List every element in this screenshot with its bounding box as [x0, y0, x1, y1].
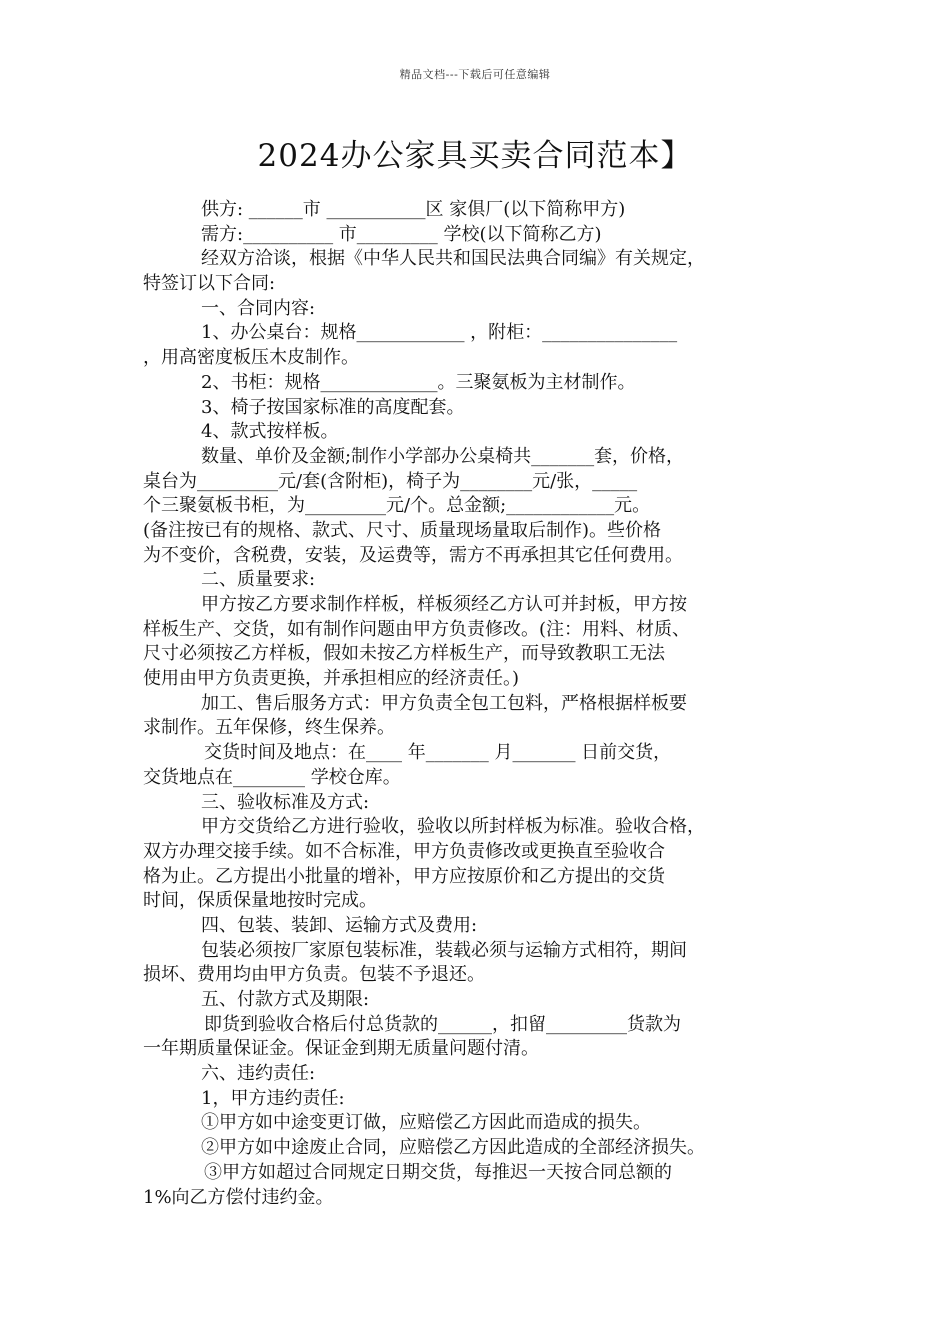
paragraph-line: 甲方按乙方要求制作样板，样板须经乙方认可并封板，甲方按 — [201, 594, 687, 615]
paragraph-line: ①甲方如中途变更订做，应赔偿乙方因此而造成的损失。 — [201, 1112, 651, 1134]
paragraph-line: 为不变价，含税费，安装，及运费等，需方不再承担其它任何费用。 — [143, 544, 683, 566]
supplier-line: 供方: ______市 ___________区 家俱厂(以下简称甲方) — [201, 199, 626, 220]
paragraph-line: 尺寸必须按乙方样板，假如未按乙方样板生产，而导致教职工无法 — [143, 643, 665, 665]
paragraph-line: 个三聚氨板书柜，为_________元/个。总金额;____________元。 — [143, 495, 651, 517]
paragraph-line: 1%向乙方偿付违约金。 — [143, 1186, 334, 1208]
paragraph-line: 甲方交货给乙方进行验收，验收以所封样板为标准。验收合格， — [201, 816, 705, 838]
paragraph-line: 桌台为_________元/套(含附柜)，椅子为________元/张，_____ — [143, 470, 638, 492]
paragraph-line: 1、办公桌台：规格____________ ，附柜：_______________ — [201, 322, 678, 344]
section-heading: 六、违约责任: — [201, 1063, 316, 1085]
paragraph-line: 加工、售后服务方式：甲方负责全包工包料，严格根据样板要 — [201, 692, 687, 714]
paragraph-line: 1，甲方违约责任: — [201, 1087, 345, 1109]
paragraph-line: 3、椅子按国家标准的高度配套。 — [201, 396, 465, 418]
paragraph-line: 双方办理交接手续。如不合标准，甲方负责修改或更换直至验收合 — [143, 840, 665, 862]
paragraph-line: ③甲方如超过合同规定日期交货，每推迟一天按合同总额的 — [204, 1161, 672, 1183]
paragraph-line: 特签订以下合同: — [143, 273, 276, 295]
paragraph-line: 交货地点在________ 学校仓库。 — [143, 766, 401, 788]
contract-body — [143, 198, 813, 1210]
paragraph-line: 样板生产、交货，如有制作问题由甲方负责修改。(注：用料、材质、 — [143, 618, 691, 640]
paragraph-line: 损坏、费用均由甲方负责。包装不予退还。 — [143, 964, 485, 986]
paragraph-line: 2、书柜：规格_____________。三聚氨板为主材制作。 — [201, 371, 636, 393]
paragraph-line: ，用高密度板压木皮制作。 — [143, 347, 359, 369]
paragraph-line: 即货到验收合格后付总货款的______，扣留_________货款为 — [204, 1013, 681, 1035]
section-heading: 五、付款方式及期限: — [201, 989, 370, 1010]
section-heading: 二、质量要求: — [201, 569, 316, 591]
paragraph-line: 4、款式按样板。 — [201, 421, 339, 443]
paragraph-line: 一年期质量保证金。保证金到期无质量问题付清。 — [143, 1038, 539, 1060]
paragraph-line: 使用由甲方负责更换，并承担相应的经济责任。) — [143, 668, 520, 690]
paragraph-line: (备注按已有的规格、款式、尺寸、质量现场量取后制作)。些价格 — [143, 519, 662, 541]
paragraph-line: 求制作。五年保修，终生保养。 — [143, 717, 395, 739]
paragraph-line: 格为止。乙方提出小批量的增补，甲方应按原价和乙方提出的交货 — [143, 865, 665, 887]
section-heading: 一、合同内容: — [201, 297, 316, 319]
paragraph-line: 数量、单价及金额;制作小学部办公桌椅共_______套，价格， — [201, 445, 685, 467]
section-heading: 三、验收标准及方式: — [201, 791, 370, 813]
document-title: 2024办公家具买卖合同范本】 — [257, 138, 693, 174]
buyer-line: 需方:__________ 市_________ 学校(以下简称乙方) — [201, 223, 602, 245]
paragraph-line: 包装必须按厂家原包装标准，装载必须与运输方式相符，期间 — [201, 939, 687, 961]
paragraph-line: 时间，保质保量地按时完成。 — [143, 890, 377, 912]
header-note: 精品文档---下载后可任意编辑 — [399, 68, 551, 81]
paragraph-line: 经双方洽谈，根据《中华人民共和国民法典合同编》有关规定， — [201, 248, 705, 270]
paragraph-line: ②甲方如中途废止合同，应赔偿乙方因此造成的全部经济损失。 — [201, 1137, 705, 1159]
paragraph-line: 交货时间及地点：在____ 年_______ 月_______ 日前交货， — [204, 742, 672, 764]
section-heading: 四、包装、装卸、运输方式及费用: — [201, 914, 478, 936]
